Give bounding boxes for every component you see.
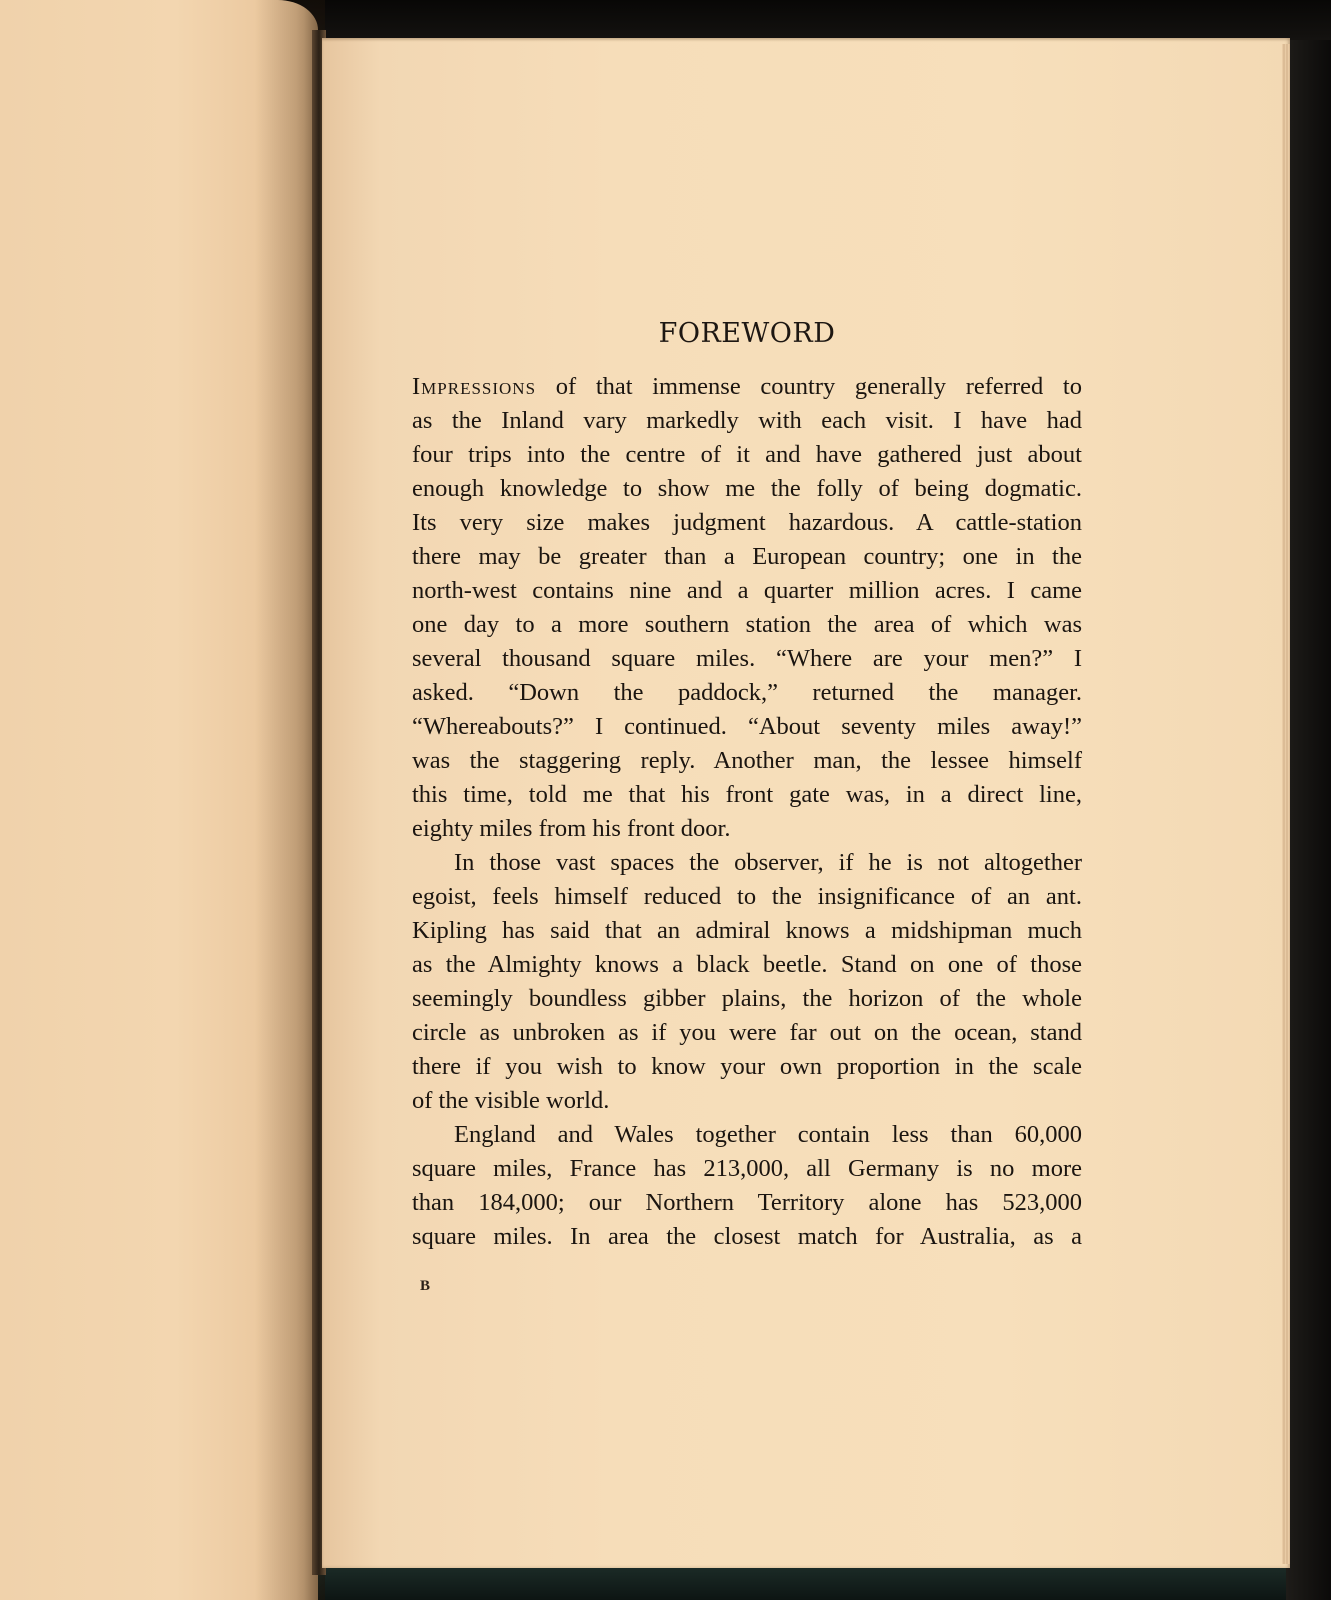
text-line: north-west contains nine and a quarter million acres. I came — [412, 577, 1082, 604]
text-line: square miles, France has 213,000, all Germany is no more — [412, 1155, 1082, 1182]
text-line: Kipling has said that an admiral knows a midshipman much — [412, 917, 1082, 944]
page-title: FOREWORD — [658, 318, 836, 349]
text-line: asked. “Down the paddock,” returned the manager. — [412, 679, 1082, 706]
text-line: square miles. In area the closest match for Australia, as a — [412, 1223, 1082, 1250]
text-line: Its very size makes judgment hazardous. A cattle-station — [412, 509, 1082, 536]
text-line: seemingly boundless gibber plains, the horizon of the whole — [412, 985, 1082, 1012]
text-line: Impressions of that immense country generally referred to — [412, 373, 1082, 400]
text-line: England and Wales together contain less than 60,000 — [454, 1121, 1082, 1148]
text-line: one day to a more southern station the area of which was — [412, 611, 1082, 638]
lead-small-caps: Impressions — [412, 373, 537, 400]
text-line: as the Almighty knows a black beetle. Stand on one of those — [412, 951, 1082, 978]
text-line: In those vast spaces the observer, if he is not altogether — [454, 849, 1082, 876]
text-line: eighty miles from his front door. — [412, 815, 731, 842]
text-line: was the staggering reply. Another man, the lessee himself — [412, 747, 1082, 774]
book-cover-bottom-edge — [300, 1568, 1331, 1600]
text-line: as the Inland vary markedly with each visit. I have had — [412, 407, 1082, 434]
page-block-edge — [1282, 44, 1290, 1564]
text-line: than 184,000; our Northern Territory alone has 523,000 — [412, 1189, 1082, 1216]
signature-mark: B — [420, 1278, 432, 1294]
text-line: there if you wish to know your own proportion in the scale — [412, 1053, 1082, 1080]
text-line: this time, told me that his front gate was, in a direct line, — [412, 781, 1082, 808]
text-line: of the visible world. — [412, 1087, 610, 1114]
text-line: there may be greater than a European country; one in the — [412, 543, 1082, 570]
text-line: egoist, feels himself reduced to the insignificance of an ant. — [412, 883, 1082, 910]
text-line: circle as unbroken as if you were far out on the ocean, stand — [412, 1019, 1082, 1046]
text-line: “Whereabouts?” I continued. “About seventy miles away!” — [412, 713, 1082, 740]
book-cover-right-edge — [1286, 40, 1331, 1600]
text-line: enough knowledge to show me the folly of being dogmatic. — [412, 475, 1082, 502]
text-line: four trips into the centre of it and have gathered just about — [412, 441, 1082, 468]
text-line: several thousand square miles. “Where are your men?” I — [412, 645, 1082, 672]
